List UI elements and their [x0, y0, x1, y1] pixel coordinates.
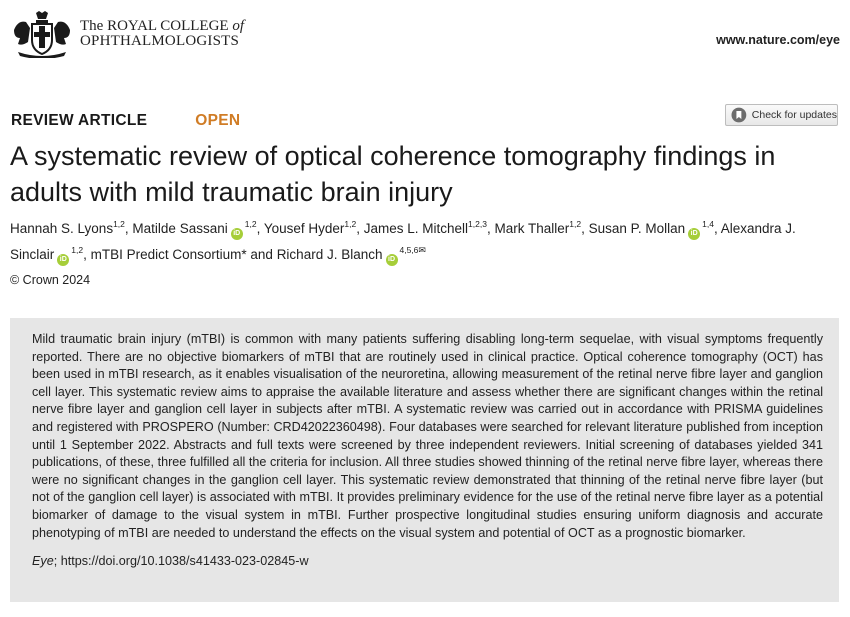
author-affiliation[interactable]: 1,2,3 [468, 219, 487, 229]
author-name[interactable]: James L. Mitchell [363, 221, 469, 236]
author-separator: , [256, 221, 264, 236]
citation [32, 554, 823, 568]
abstract-box [10, 318, 839, 602]
journal-header [10, 8, 840, 58]
college-name [80, 19, 244, 49]
site-url-link[interactable]: www.nature.com/eye [716, 33, 840, 47]
mail-icon[interactable]: ✉ [418, 245, 426, 255]
orcid-icon[interactable]: iD [231, 228, 243, 240]
orcid-icon[interactable]: iD [386, 254, 398, 266]
author-affiliation[interactable]: 1,2 [569, 219, 582, 229]
author-separator: , [124, 221, 133, 236]
open-access-label: OPEN [195, 112, 241, 129]
college-line1: The ROYAL COLLEGE [80, 18, 229, 34]
author-list [10, 218, 840, 266]
bookmark-icon [731, 107, 747, 123]
author-separator: , [581, 221, 589, 236]
citation-doi-link[interactable]: ; https://doi.org/10.1038/s41433-023-02845-w [53, 554, 309, 569]
college-logo[interactable] [10, 10, 244, 58]
college-line2: OPHTHALMOLOGISTS [80, 33, 240, 49]
check-for-updates-label: Check for updates [751, 109, 837, 121]
author-name[interactable]: Yousef Hyder [263, 221, 345, 236]
author-affiliation[interactable]: 1,2 [71, 245, 84, 255]
author-name[interactable]: Mark Thaller [494, 221, 570, 236]
author-affiliation[interactable]: 1,2 [344, 219, 357, 229]
author-separator: , [486, 221, 495, 236]
author-affiliation[interactable]: 1,2 [113, 219, 125, 229]
copyright-notice: © Crown 2024 [10, 273, 91, 287]
orcid-icon[interactable]: iD [688, 228, 700, 240]
article-title: A systematic review of optical coherence tomography findings in adults with mild traumatic brain injury [10, 141, 776, 207]
author-name[interactable]: Hannah S. Lyons [10, 221, 114, 236]
abstract-text: Mild traumatic brain injury (mTBI) is common with many patients suffering disabling long-term sequelae, with visual symptoms frequently reported. There are no objective biomarkers of mTBI that are routinely used in clinical practice. Optical coherence tomography (OCT) has been used in mTBI research, as it enables visualisation of the neuroretina, allowing measurement of the retinal nerve fibre layer and ganglion cell layer. This systematic review aims to appraise the available literature and assess whether there are significant changes within the retinal nerve fibre layer and ganglion cell layer in subjects after mTBI. A systematic review was carried out in accordance with PRISMA guidelines and registered with PROSPERO (Number: CRD42022360498). Four databases were searched for relevant literature published from inception until 1 September 2022. Abstracts and full texts were screened by three independent reviewers. Initial screening of databases yielded 341 publications, of these, three fulfilled all the criteria for inclusion. All three studies showed thinning of the retinal nerve fibre layer, whereas there were no significant changes in the ganglion cell layer. This systematic review demonstrated that thinning of the retinal nerve fibre layer (but not of the ganglion cell layer) is associated with mTBI. It provides preliminary evidence for the use of the retinal nerve fibre layer as a potential biomarker of damage to the visual system in mTBI. Further prospective longitudinal studies ensuring uniform diagnosis and accurate phenotyping of mTBI are needed to understand the effects on the visual system and potential of OCT as a prognostic biomarker. [32, 332, 823, 540]
author-name[interactable]: mTBI Predict Consortium* [90, 247, 247, 262]
article-type-label: REVIEW ARTICLE [11, 112, 148, 129]
author-name[interactable]: Matilde Sassani [132, 221, 228, 236]
author-separator: and [246, 247, 277, 262]
college-of: of [232, 18, 245, 34]
orcid-icon[interactable]: iD [57, 254, 69, 266]
author-affiliation[interactable]: 1,4 [702, 219, 714, 229]
check-for-updates-button[interactable] [725, 104, 838, 126]
author-name[interactable]: Alexandra J. Sinclair [10, 221, 796, 262]
author-separator: , [713, 221, 721, 236]
author-affiliation[interactable]: 1,2 [244, 219, 257, 229]
author-separator: , [356, 221, 364, 236]
author-separator: , [83, 247, 91, 262]
crest-logo-icon [10, 10, 74, 58]
article-labels [11, 112, 240, 130]
author-name[interactable]: Susan P. Mollan [588, 221, 686, 236]
author-affiliation[interactable]: 4,5,6 [399, 245, 419, 255]
author-name[interactable]: Richard J. Blanch [276, 247, 383, 262]
citation-journal: Eye [32, 554, 54, 569]
